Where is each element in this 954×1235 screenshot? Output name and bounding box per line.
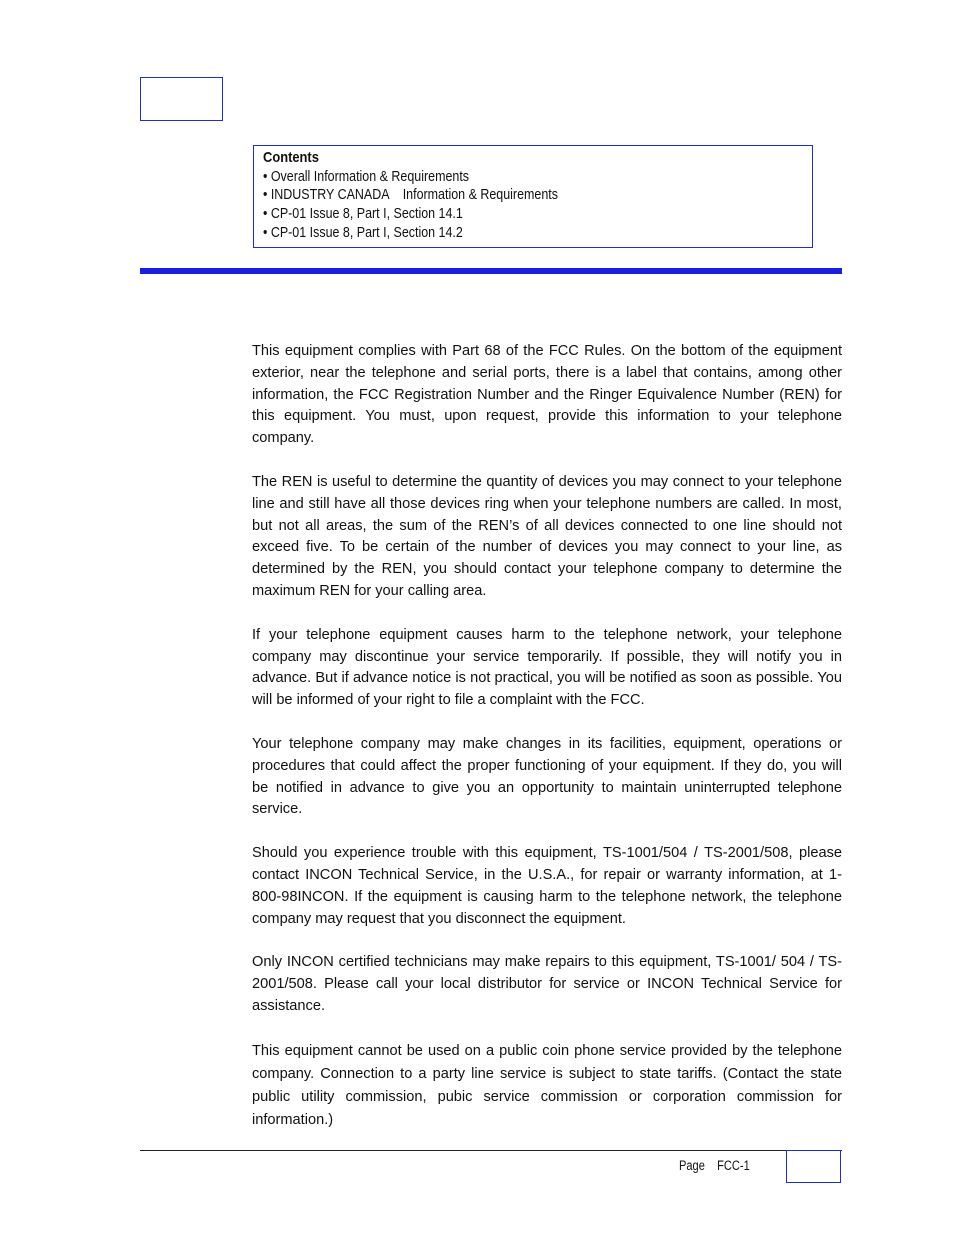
contents-item[interactable]: • INDUSTRY CANADA Information & Requirements [263, 187, 558, 204]
paragraph: Only INCON certified technicians may make repairs to this equipment, TS-1001/ 504 / TS-2001/508. Please call your local distributor for service or INCON Technical Service for assistance. [252, 954, 842, 1014]
paragraph: The REN is useful to determine the quantity of devices you may connect to your telephone line and still have all those devices ring when your telephone numbers are called. In most, but not all areas, the sum of the REN’s of all devices connected to one line should not exceed five. To be certain of the number of devices you may connect to your line, as determined by the REN, you should contact your telephone company to determine the maximum REN for your calling area. [252, 473, 842, 599]
paragraph: Should you experience trouble with this equipment, TS-1001/504 / TS-2001/508, please contact INCON Technical Service, in the U.S.A., for repair or warranty information, at 1-800-98INCON. If the equipment is causing harm to the telephone network, the telephone company may request that you disconnect the equipment. [252, 845, 842, 927]
section-divider [140, 268, 842, 274]
paragraph: Your telephone company may make changes in its facilities, equipment, operations or procedures that could affect the proper functioning of your equipment. If they do, you will be notified in advance to give you an opportunity to maintain uninterrupted telephone service. [252, 735, 842, 818]
contents-title: Contents [263, 149, 319, 166]
body-text [252, 341, 842, 1154]
contents-item[interactable]: • Overall Information & Requirements [263, 168, 470, 185]
footer-divider [140, 1150, 842, 1151]
corner-tab-box [140, 77, 223, 121]
paragraph: This equipment cannot be used on a public coin phone service provided by the telephone company. Connection to a party line service is subject to state tariffs. (Contact the state public utility commission, pubic service commission or corporation commission for information.) [252, 1042, 842, 1128]
paragraph: This equipment complies with Part 68 of the FCC Rules. On the bottom of the equipment exterior, near the telephone and serial ports, there is a label that contains, among other information, the FCC Registration Number and the Ringer Equivalence Number (REN) for this equipment. You must, upon request, provide this information to your telephone company. [252, 343, 842, 447]
contents-box [253, 145, 813, 248]
paragraph: If your telephone equipment causes harm to the telephone network, your telephone company may discontinue your service temporarily. If possible, they will notify you in advance. But if advance notice is not practical, you will be notified as soon as possible. You will be informed of your right to file a complaint with the FCC. [252, 626, 842, 709]
contents-item[interactable]: • CP-01 Issue 8, Part I, Section 14.2 [263, 224, 463, 241]
page-number-label: Page FCC-1 [679, 1158, 750, 1173]
page-tab-box [786, 1150, 841, 1183]
contents-item[interactable]: • CP-01 Issue 8, Part I, Section 14.1 [263, 206, 463, 223]
